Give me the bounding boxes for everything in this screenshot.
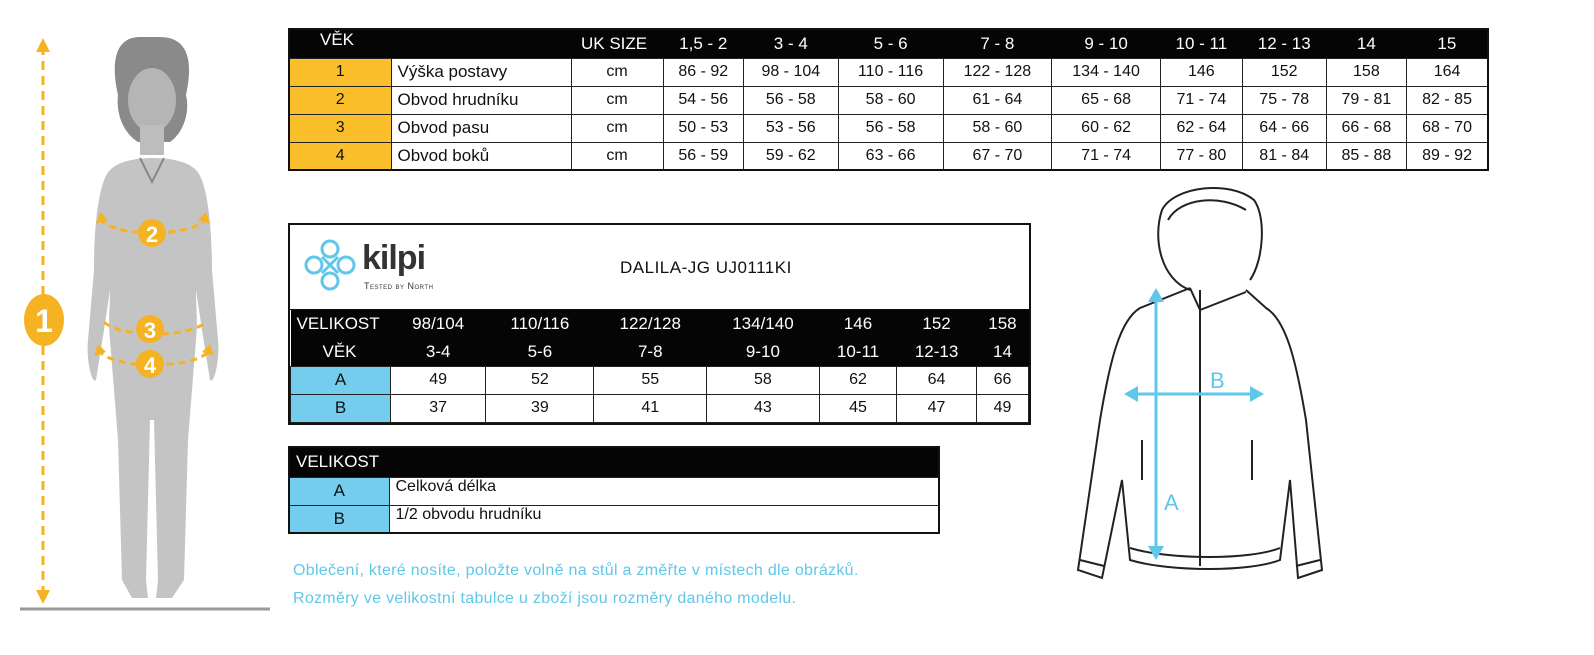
marker-1-label: 1 <box>35 303 53 339</box>
age-col: 9-10 <box>707 338 820 366</box>
arrow-down-icon <box>36 590 50 604</box>
table-cell: 58 - 60 <box>838 86 943 114</box>
size-col: 3 - 4 <box>744 29 839 58</box>
jacket-label-b: B <box>1210 368 1225 393</box>
size-col: 146 <box>819 310 896 338</box>
marker-1 <box>24 294 64 346</box>
size-col: 122/128 <box>594 310 707 338</box>
size-col: 9 - 10 <box>1052 29 1161 58</box>
kilpi-knot-icon <box>302 237 358 293</box>
table-row <box>289 142 1488 170</box>
product-name: DALILA-JG UJ0111KI <box>620 258 792 277</box>
logo-tagline: Tested by North <box>364 281 434 291</box>
marker-4-label: 4 <box>143 353 157 378</box>
age-header-row <box>291 338 1029 366</box>
table-cell: 89 - 92 <box>1407 142 1488 170</box>
size-col: 15 <box>1407 29 1488 58</box>
velikost-header-row <box>291 310 1029 338</box>
table-cell: 49 <box>391 366 486 394</box>
row-key: B <box>291 394 391 422</box>
size-col: 7 - 8 <box>943 29 1052 58</box>
row-key: B <box>289 505 389 533</box>
size-col: 1,5 - 2 <box>663 29 744 58</box>
row-label: Obvod boků <box>391 142 571 170</box>
jacket-label-a: A <box>1164 490 1179 515</box>
table-cell: 77 - 80 <box>1160 142 1242 170</box>
arrow-up-icon <box>1148 288 1164 302</box>
row-unit: cm <box>571 142 663 170</box>
table-cell: 62 <box>819 366 896 394</box>
size-header-row <box>289 29 1488 58</box>
row-number: 1 <box>289 58 391 86</box>
measurement-legend-table <box>288 446 940 534</box>
table-cell: 50 - 53 <box>663 114 744 142</box>
table-cell: 79 - 81 <box>1326 86 1407 114</box>
table-row <box>289 86 1488 114</box>
marker-3 <box>136 315 164 343</box>
table-cell: 62 - 64 <box>1160 114 1242 142</box>
table-cell: 146 <box>1160 58 1242 86</box>
table-cell: 81 - 84 <box>1242 142 1326 170</box>
table-cell: 110 - 116 <box>838 58 943 86</box>
body-size-table <box>288 28 1489 171</box>
table-cell: 56 - 58 <box>744 86 839 114</box>
row-description: 1/2 obvodu hrudníku <box>389 505 939 533</box>
row-unit: cm <box>571 86 663 114</box>
table-cell: 86 - 92 <box>663 58 744 86</box>
model-note: Rozměry ve velikostní tabulce u zboží jsou rozměry daného modelu. <box>293 590 797 607</box>
table-cell: 55 <box>594 366 707 394</box>
row-key: A <box>289 477 389 505</box>
table-cell: 82 - 85 <box>1407 86 1488 114</box>
table-row <box>289 505 939 533</box>
table-cell: 61 - 64 <box>943 86 1052 114</box>
marker-2 <box>138 219 166 247</box>
marker-4 <box>136 350 164 378</box>
table-cell: 45 <box>819 394 896 422</box>
table-cell: 158 <box>1326 58 1407 86</box>
table-cell: 64 - 66 <box>1242 114 1326 142</box>
marker-2-label: 2 <box>145 222 159 247</box>
row-label: Obvod hrudníku <box>391 86 571 114</box>
row-unit: cm <box>571 58 663 86</box>
table-row <box>289 58 1488 86</box>
row-number: 3 <box>289 114 391 142</box>
brand-header <box>290 225 1029 310</box>
size-col: 158 <box>976 310 1028 338</box>
age-col: 10-11 <box>819 338 896 366</box>
arrow-up-icon <box>36 38 50 52</box>
row-number: 2 <box>289 86 391 114</box>
marker-3-label: 3 <box>143 318 157 343</box>
table-cell: 68 - 70 <box>1407 114 1488 142</box>
table-cell: 52 <box>486 366 594 394</box>
table-cell: 67 - 70 <box>943 142 1052 170</box>
arrow-right-icon <box>1250 386 1264 402</box>
table-cell: 71 - 74 <box>1052 142 1161 170</box>
table-row <box>289 477 939 505</box>
size-col: 12 - 13 <box>1242 29 1326 58</box>
row-label: Obvod pasu <box>391 114 571 142</box>
size-col: 98/104 <box>391 310 486 338</box>
row-description: Celková délka <box>389 477 939 505</box>
row-label: Výška postavy <box>391 58 571 86</box>
size-col: 14 <box>1326 29 1407 58</box>
table-cell: 75 - 78 <box>1242 86 1326 114</box>
table-cell: 43 <box>707 394 820 422</box>
table-cell: 41 <box>594 394 707 422</box>
age-col: 5-6 <box>486 338 594 366</box>
product-size-table <box>290 310 1029 423</box>
table-row <box>291 366 1029 394</box>
legend-header: VELIKOST <box>289 447 939 477</box>
table-cell: 122 - 128 <box>943 58 1052 86</box>
table-row <box>291 394 1029 422</box>
table-cell: 59 - 62 <box>744 142 839 170</box>
table-cell: 53 - 56 <box>744 114 839 142</box>
table-cell: 152 <box>1242 58 1326 86</box>
jacket-diagram <box>1070 180 1330 600</box>
size-col: 10 - 11 <box>1160 29 1242 58</box>
product-size-block <box>288 223 1031 425</box>
table-cell: 134 - 140 <box>1052 58 1161 86</box>
table-cell: 47 <box>897 394 977 422</box>
logo-wordmark: kilpi <box>362 239 426 277</box>
figure-head <box>128 68 176 132</box>
table-cell: 49 <box>976 394 1028 422</box>
table-cell: 58 - 60 <box>943 114 1052 142</box>
size-col: 152 <box>897 310 977 338</box>
table-cell: 71 - 74 <box>1160 86 1242 114</box>
table-cell: 65 - 68 <box>1052 86 1161 114</box>
table-cell: 56 - 59 <box>663 142 744 170</box>
legend-header-row <box>289 447 939 477</box>
age-col: 3-4 <box>391 338 486 366</box>
table-cell: 56 - 58 <box>838 114 943 142</box>
table-cell: 66 - 68 <box>1326 114 1407 142</box>
table-cell: 58 <box>707 366 820 394</box>
body-measurement-figure <box>0 0 290 640</box>
table-cell: 39 <box>486 394 594 422</box>
age-col: 14 <box>976 338 1028 366</box>
row-key: A <box>291 366 391 394</box>
size-col: 110/116 <box>486 310 594 338</box>
size-col: 5 - 6 <box>838 29 943 58</box>
row-number: 4 <box>289 142 391 170</box>
measuring-note: Oblečení, které nosíte, položte volně na stůl a změřte v místech dle obrázků. <box>293 562 859 579</box>
table-cell: 85 - 88 <box>1326 142 1407 170</box>
age-col: 12-13 <box>897 338 977 366</box>
table-cell: 54 - 56 <box>663 86 744 114</box>
table-cell: 63 - 66 <box>838 142 943 170</box>
table-cell: 60 - 62 <box>1052 114 1161 142</box>
table-cell: 66 <box>976 366 1028 394</box>
velikost-header: VELIKOST <box>291 310 391 338</box>
row-unit: cm <box>571 114 663 142</box>
uk-size-header: UK SIZE <box>571 29 663 58</box>
arrow-left-icon <box>1124 386 1138 402</box>
table-row <box>289 114 1488 142</box>
table-cell: 37 <box>391 394 486 422</box>
age-header: VĚK <box>289 29 571 58</box>
kilpi-logo <box>302 233 452 303</box>
jacket-hood <box>1158 188 1262 290</box>
table-cell: 98 - 104 <box>744 58 839 86</box>
table-cell: 164 <box>1407 58 1488 86</box>
table-cell: 64 <box>897 366 977 394</box>
size-col: 134/140 <box>707 310 820 338</box>
age-col: 7-8 <box>594 338 707 366</box>
age-header: VĚK <box>291 338 391 366</box>
